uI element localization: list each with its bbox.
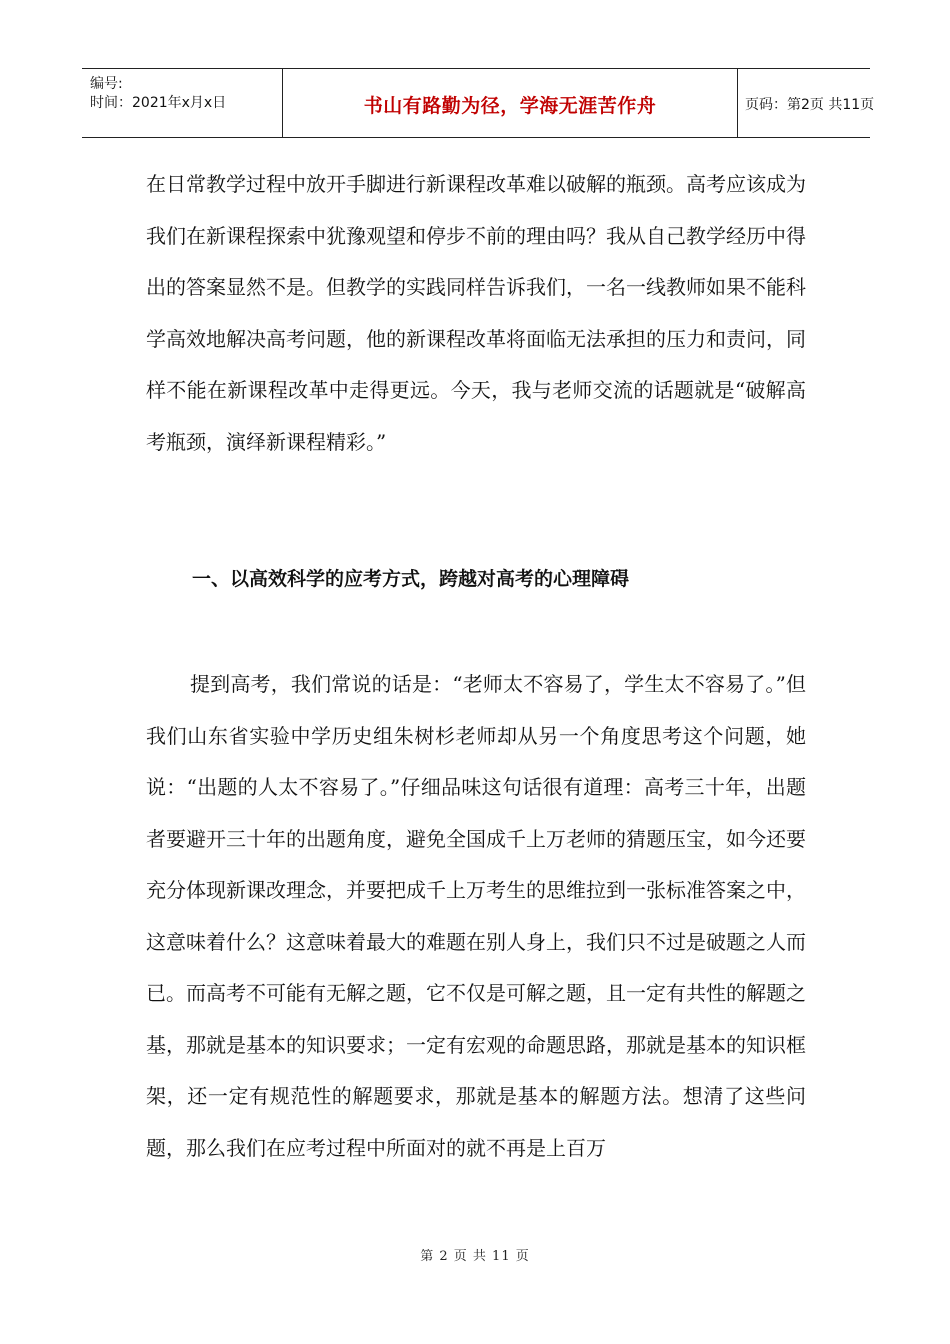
header-page-cell — [737, 69, 875, 137]
header-motto-cell — [282, 69, 738, 137]
header-info-cell — [82, 69, 282, 137]
body-paragraph-1: 在日常教学过程中放开手脚进行新课程改革难以破解的瓶颈。高考应该成为我们在新课程探索中犹豫观望和停步不前的理由吗？我从自己教学经历中得出的答案显然不是。但教学的实践同样告诉我们，一名一线教师如果不能科学高效地解决高考问题，他的新课程改革将面临无法承担的压力和责问，同样不能在新课程改革中走得更远。今天，我与老师交流的话题就是“破解高考瓶颈，演绎新课程精彩。” — [146, 172, 806, 454]
body-paragraph-2: 提到高考，我们常说的话是：“老师太不容易了，学生太不容易了。”但我们山东省实验中学历史组朱树杉老师却从另一个角度思考这个问题，她说：“出题的人太不容易了。”仔细品味这句话很有道理：高考三十年，出题者要避开三十年的出题角度，避免全国成千上万老师的猜题压宝，如今还要充分体现新课改理念，并要把成千上万考生的思维拉到一张标准答案之中，这意味着什么？这意味着最大的难题在别人身上，我们只不过是破题之人而已。而高考不可能有无解之题，它不仅是可解之题，且一定有共性的解题之基，那就是基本的知识要求；一定有宏观的命题思路，那就是基本的知识框架，还一定有规范性的解题要求，那就是基本的解题方法。想清了这些问题，那么我们在应考过程中所面对的就不再是上百万 — [146, 672, 806, 1160]
page-footer: 第 2 页 共 11 页 — [420, 1249, 530, 1264]
header-motto: 书山有路勤为径，学海无涯苦作舟 — [363, 95, 657, 117]
page-header — [82, 68, 875, 138]
document-time-label: 时间：2021年x月x日 — [90, 95, 227, 111]
header-page-label: 页码：第2页 共11页 — [745, 97, 875, 113]
section-heading: 一、以高效科学的应考方式，跨越对高考的心理障碍 — [192, 568, 630, 590]
document-code-label: 编号: — [90, 76, 123, 92]
